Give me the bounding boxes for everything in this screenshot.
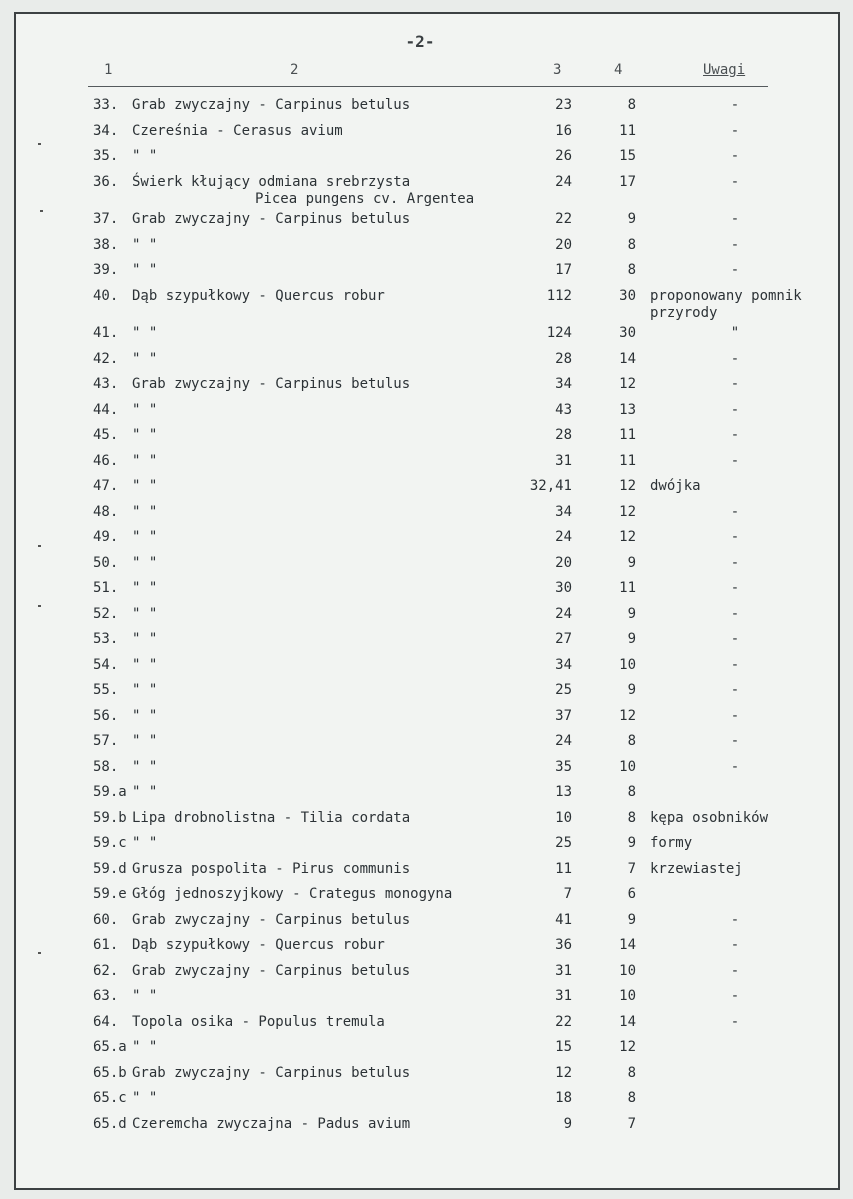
remark: - xyxy=(730,962,740,979)
col-4-value: 11 xyxy=(619,427,636,443)
col-4-value: 9 xyxy=(627,554,636,571)
row-number: 62. xyxy=(93,962,119,979)
row-number: 65.a xyxy=(93,1039,127,1055)
col-3-value: 112 xyxy=(546,287,572,304)
col-3-value: 37 xyxy=(555,707,572,724)
remark: - xyxy=(730,554,740,571)
species-name: Lipa drobnolistna - Tilia cordata xyxy=(132,809,411,826)
remark: krzewiastej xyxy=(650,860,743,877)
table-row xyxy=(0,453,853,475)
table-row xyxy=(0,1116,853,1138)
table-row xyxy=(0,631,853,653)
table-row xyxy=(0,287,853,321)
row-number: 54. xyxy=(93,656,119,673)
species-name: " " xyxy=(132,478,158,494)
table-row xyxy=(0,759,853,781)
species-name: " " xyxy=(132,554,158,571)
header-rule xyxy=(88,86,768,87)
row-number: 59.a xyxy=(93,784,127,800)
species-name: Grusza pospolita - Pirus communis xyxy=(132,860,411,877)
col-4-value: 10 xyxy=(619,656,636,673)
remark: - xyxy=(730,122,740,139)
species-name: " " xyxy=(132,325,158,341)
row-number: 58. xyxy=(93,758,119,775)
col-3-value: 20 xyxy=(555,236,572,253)
species-name: Dąb szypułkowy - Quercus robur xyxy=(132,287,385,304)
remark: - xyxy=(730,236,740,253)
table-row xyxy=(0,886,853,908)
species-name: Czeremcha zwyczajna - Padus avium xyxy=(132,1115,411,1132)
table-row xyxy=(0,148,853,170)
table-row xyxy=(0,504,853,526)
col-3-value: 36 xyxy=(555,937,572,953)
remark: - xyxy=(730,148,740,164)
remark: - xyxy=(730,452,740,469)
species-name: " " xyxy=(132,835,158,851)
col-3-value: 18 xyxy=(555,1090,572,1106)
table-row xyxy=(0,173,853,207)
remark: dwójka xyxy=(650,478,701,494)
species-name: Dąb szypułkowy - Quercus robur xyxy=(132,937,385,953)
remark: - xyxy=(730,262,740,278)
col-3-value: 25 xyxy=(555,682,572,698)
table-row xyxy=(0,988,853,1010)
col-4-value: 15 xyxy=(619,148,636,164)
table-row xyxy=(0,402,853,424)
remark: " xyxy=(730,325,740,341)
remark: - xyxy=(730,1013,740,1030)
row-number: 59.b xyxy=(93,809,127,826)
species-name: Grab zwyczajny - Carpinus betulus xyxy=(132,376,411,392)
row-number: 34. xyxy=(93,122,119,139)
remark: - xyxy=(730,937,740,953)
col-4-value: 10 xyxy=(619,758,636,775)
table-row xyxy=(0,211,853,233)
col-4-value: 8 xyxy=(627,236,636,253)
col-4-value: 8 xyxy=(627,262,636,278)
species-name: " " xyxy=(132,262,158,278)
table-row xyxy=(0,1039,853,1061)
remark: - xyxy=(730,503,740,520)
species-name: Grab zwyczajny - Carpinus betulus xyxy=(132,211,411,227)
table-row xyxy=(0,606,853,628)
species-name: Grab zwyczajny - Carpinus betulus xyxy=(132,1064,411,1081)
table-row xyxy=(0,657,853,679)
species-name: " " xyxy=(132,148,158,164)
col-3-value: 31 xyxy=(555,452,572,469)
col-3-value: 24 xyxy=(555,605,572,622)
species-name: Czereśnia - Cerasus avium xyxy=(132,122,343,139)
table-row xyxy=(0,835,853,857)
species-name: " " xyxy=(132,707,158,724)
row-number: 53. xyxy=(93,631,119,647)
row-number: 44. xyxy=(93,401,119,418)
col-4-value: 6 xyxy=(627,886,636,902)
row-number: 60. xyxy=(93,911,119,928)
col-3-value: 124 xyxy=(546,325,572,341)
col-3-value: 25 xyxy=(555,835,572,851)
row-number: 59.d xyxy=(93,860,127,877)
species-name: " " xyxy=(132,682,158,698)
col-3-value: 30 xyxy=(555,580,572,596)
col-4-value: 30 xyxy=(619,287,636,304)
species-name: " " xyxy=(132,733,158,749)
remark: proponowany pomnik przyrody xyxy=(650,287,802,321)
col-4-value: 9 xyxy=(627,605,636,622)
table-header xyxy=(0,62,853,86)
row-number: 64. xyxy=(93,1013,119,1030)
table-row xyxy=(0,1065,853,1087)
col-3-value: 23 xyxy=(555,97,572,113)
col-4-value: 12 xyxy=(619,529,636,545)
col-4-value: 14 xyxy=(619,350,636,367)
remark: - xyxy=(730,911,740,928)
table-row xyxy=(0,784,853,806)
species-name: " " xyxy=(132,401,158,418)
row-number: 52. xyxy=(93,605,119,622)
row-number: 49. xyxy=(93,529,119,545)
col-3-value: 34 xyxy=(555,376,572,392)
species-name: " " xyxy=(132,503,158,520)
col-4-value: 14 xyxy=(619,937,636,953)
species-name: Świerk kłujący odmiana srebrzysta xyxy=(132,173,411,190)
col-3-value: 22 xyxy=(555,211,572,227)
col-4-value: 17 xyxy=(619,173,636,190)
col-4-value: 8 xyxy=(627,97,636,113)
table-row xyxy=(0,733,853,755)
col-3-value: 24 xyxy=(555,733,572,749)
table-row xyxy=(0,1090,853,1112)
col-3-value: 34 xyxy=(555,656,572,673)
species-name: " " xyxy=(132,784,158,800)
remark: - xyxy=(730,97,740,113)
row-number: 36. xyxy=(93,173,119,190)
scan-speck xyxy=(40,210,43,212)
table-row xyxy=(0,682,853,704)
col-3-value: 41 xyxy=(555,911,572,928)
table-row xyxy=(0,555,853,577)
col-3-value: 22 xyxy=(555,1013,572,1030)
col-4-value: 8 xyxy=(627,1064,636,1081)
col-4-value: 11 xyxy=(619,452,636,469)
col-3-value: 32,41 xyxy=(529,478,572,494)
col-3-value: 31 xyxy=(555,988,572,1004)
table-row xyxy=(0,963,853,985)
remark: - xyxy=(730,427,740,443)
remark: - xyxy=(730,376,740,392)
row-number: 57. xyxy=(93,733,119,749)
header-col-3: 3 xyxy=(553,62,562,78)
header-col-2: 2 xyxy=(290,62,299,78)
table-row xyxy=(0,325,853,347)
col-4-value: 7 xyxy=(627,860,636,877)
remark: - xyxy=(730,529,740,545)
col-3-value: 26 xyxy=(555,148,572,164)
row-number: 41. xyxy=(93,325,119,341)
row-number: 47. xyxy=(93,478,119,494)
table-row xyxy=(0,708,853,730)
table-row xyxy=(0,912,853,934)
remark: formy xyxy=(650,835,693,851)
remark: - xyxy=(730,656,740,673)
remark: - xyxy=(730,401,740,418)
col-3-value: 24 xyxy=(555,529,572,545)
header-col-1: 1 xyxy=(104,62,113,78)
species-name: Głóg jednoszyjkowy - Crategus monogyna xyxy=(132,886,453,902)
species-name: Grab zwyczajny - Carpinus betulus xyxy=(132,97,411,113)
col-3-value: 17 xyxy=(555,262,572,278)
table-row xyxy=(0,237,853,259)
scan-speck xyxy=(38,605,41,607)
row-number: 46. xyxy=(93,452,119,469)
species-name: " " xyxy=(132,236,158,253)
remark: kępa osobników xyxy=(650,809,769,826)
row-number: 40. xyxy=(93,287,119,304)
species-name: " " xyxy=(132,1039,158,1055)
row-number: 56. xyxy=(93,707,119,724)
row-number: 63. xyxy=(93,988,119,1004)
table-row xyxy=(0,580,853,602)
row-number: 51. xyxy=(93,580,119,596)
remark: - xyxy=(730,173,740,190)
col-3-value: 20 xyxy=(555,554,572,571)
row-number: 65.b xyxy=(93,1064,127,1081)
species-name: " " xyxy=(132,452,158,469)
scan-speck xyxy=(38,952,41,954)
header-col-remarks: Uwagi xyxy=(703,62,746,78)
table-row xyxy=(0,810,853,832)
remark: - xyxy=(730,580,740,596)
col-3-value: 35 xyxy=(555,758,572,775)
col-3-value: 31 xyxy=(555,962,572,979)
col-3-value: 13 xyxy=(555,784,572,800)
row-number: 48. xyxy=(93,503,119,520)
col-4-value: 9 xyxy=(627,835,636,851)
remark: - xyxy=(730,631,740,647)
col-4-value: 12 xyxy=(619,707,636,724)
col-4-value: 8 xyxy=(627,809,636,826)
species-name: Grab zwyczajny - Carpinus betulus xyxy=(132,962,411,979)
species-name: " " xyxy=(132,529,158,545)
row-number: 35. xyxy=(93,148,119,164)
col-3-value: 34 xyxy=(555,503,572,520)
species-name: " " xyxy=(132,350,158,367)
col-3-value: 9 xyxy=(563,1115,572,1132)
row-number: 65.d xyxy=(93,1115,127,1132)
remark: - xyxy=(730,707,740,724)
row-number: 37. xyxy=(93,211,119,227)
remark: - xyxy=(730,350,740,367)
species-name: Grab zwyczajny - Carpinus betulus xyxy=(132,911,411,928)
col-4-value: 9 xyxy=(627,682,636,698)
row-number: 39. xyxy=(93,262,119,278)
col-4-value: 13 xyxy=(619,401,636,418)
col-4-value: 12 xyxy=(619,1039,636,1055)
species-name: " " xyxy=(132,758,158,775)
remark: - xyxy=(730,758,740,775)
col-4-value: 11 xyxy=(619,580,636,596)
col-4-value: 30 xyxy=(619,325,636,341)
col-4-value: 11 xyxy=(619,122,636,139)
col-3-value: 43 xyxy=(555,401,572,418)
col-3-value: 11 xyxy=(555,860,572,877)
col-4-value: 7 xyxy=(627,1115,636,1132)
col-4-value: 12 xyxy=(619,503,636,520)
col-4-value: 8 xyxy=(627,1090,636,1106)
col-4-value: 8 xyxy=(627,733,636,749)
species-name-latin: Picea pungens cv. Argentea xyxy=(255,190,475,207)
table-row xyxy=(0,123,853,145)
header-col-4: 4 xyxy=(614,62,623,78)
scan-speck xyxy=(38,545,41,547)
table-row xyxy=(0,478,853,500)
species-name: " " xyxy=(132,580,158,596)
col-4-value: 9 xyxy=(627,911,636,928)
row-number: 65.c xyxy=(93,1090,127,1106)
row-number: 59.c xyxy=(93,835,127,851)
remark: - xyxy=(730,733,740,749)
row-number: 59.e xyxy=(93,886,127,902)
col-3-value: 7 xyxy=(563,886,572,902)
col-4-value: 12 xyxy=(619,376,636,392)
table-row xyxy=(0,376,853,398)
col-3-value: 27 xyxy=(555,631,572,647)
table-row xyxy=(0,861,853,883)
species-name: " " xyxy=(132,988,158,1004)
col-4-value: 9 xyxy=(627,211,636,227)
species-name: Topola osika - Populus tremula xyxy=(132,1013,385,1030)
col-3-value: 28 xyxy=(555,350,572,367)
col-3-value: 10 xyxy=(555,809,572,826)
row-number: 33. xyxy=(93,97,119,113)
col-3-value: 15 xyxy=(555,1039,572,1055)
col-3-value: 12 xyxy=(555,1064,572,1081)
remark: - xyxy=(730,211,740,227)
species-name: " " xyxy=(132,605,158,622)
remark: - xyxy=(730,988,740,1004)
page-number: -2- xyxy=(405,32,435,51)
col-4-value: 10 xyxy=(619,962,636,979)
species-name: " " xyxy=(132,1090,158,1106)
table-row xyxy=(0,97,853,119)
col-4-value: 10 xyxy=(619,988,636,1004)
table-row xyxy=(0,262,853,284)
species-name: " " xyxy=(132,427,158,443)
table-row xyxy=(0,937,853,959)
col-3-value: 24 xyxy=(555,173,572,190)
row-number: 50. xyxy=(93,554,119,571)
table-row xyxy=(0,1014,853,1036)
row-number: 55. xyxy=(93,682,119,698)
table-row xyxy=(0,427,853,449)
species-name: " " xyxy=(132,656,158,673)
row-number: 61. xyxy=(93,937,119,953)
row-number: 43. xyxy=(93,376,119,392)
col-4-value: 8 xyxy=(627,784,636,800)
row-number: 45. xyxy=(93,427,119,443)
table-row xyxy=(0,351,853,373)
col-4-value: 9 xyxy=(627,631,636,647)
scan-speck xyxy=(38,143,41,145)
remark: - xyxy=(730,605,740,622)
col-4-value: 12 xyxy=(619,478,636,494)
row-number: 38. xyxy=(93,236,119,253)
species-name: " " xyxy=(132,631,158,647)
col-3-value: 16 xyxy=(555,122,572,139)
remark: - xyxy=(730,682,740,698)
col-3-value: 28 xyxy=(555,427,572,443)
col-4-value: 14 xyxy=(619,1013,636,1030)
row-number: 42. xyxy=(93,350,119,367)
table-row xyxy=(0,529,853,551)
